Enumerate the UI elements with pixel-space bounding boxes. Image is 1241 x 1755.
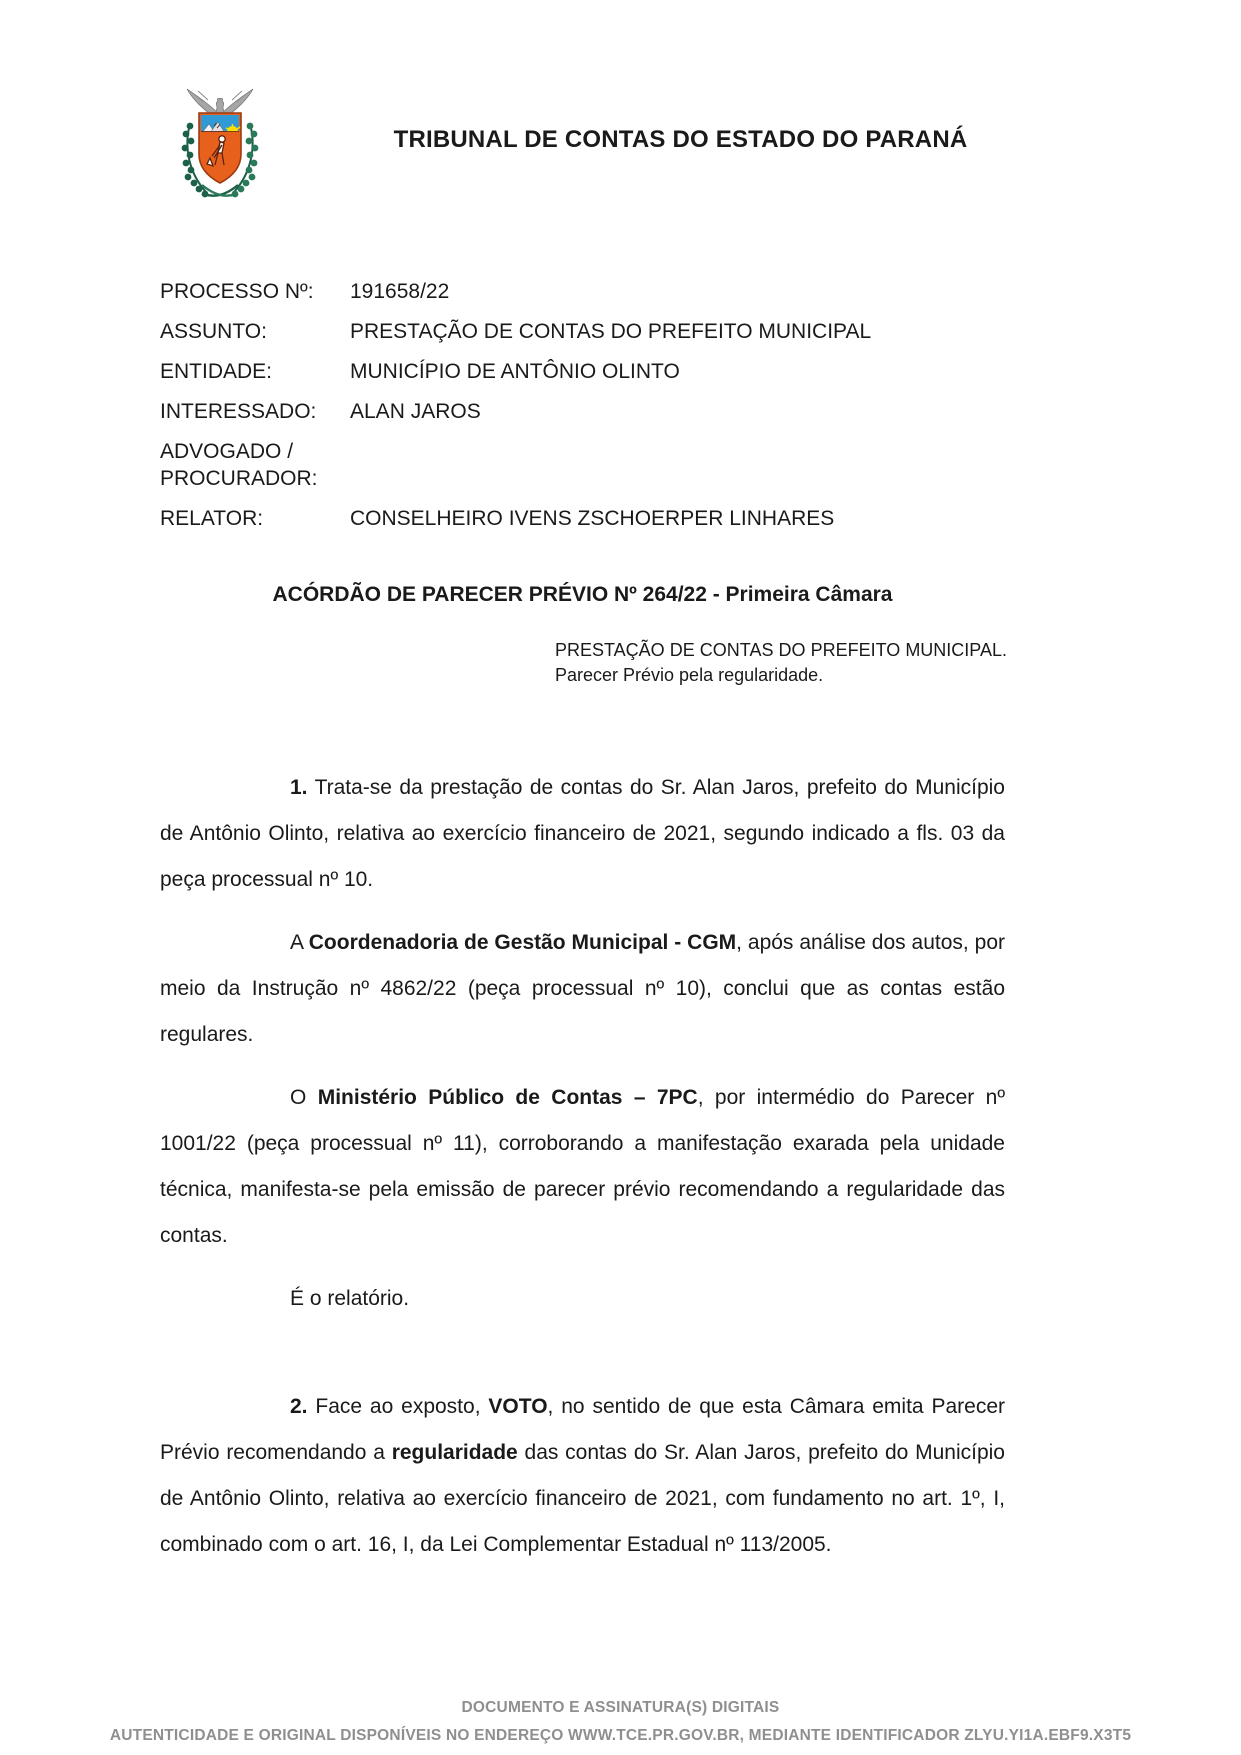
shield-icon xyxy=(199,113,241,183)
metadata-value: CONSELHEIRO IVENS ZSCHOERPER LINHARES xyxy=(350,507,835,530)
document-body xyxy=(160,765,1005,1568)
paragraph-relatorio: É o relatório. xyxy=(290,1287,410,1310)
metadata-label: ADVOGADO / PROCURADOR: xyxy=(160,440,318,490)
digital-signature-footer xyxy=(0,1694,1241,1750)
metadata-row-processo xyxy=(160,278,1005,305)
footer-line-1: DOCUMENTO E ASSINATURA(S) DIGITAIS xyxy=(461,1699,780,1716)
metadata-value: 191658/22 xyxy=(350,280,450,303)
parana-coat-of-arms-icon xyxy=(174,86,266,202)
process-metadata xyxy=(160,278,1005,545)
metadata-value: PRESTAÇÃO DE CONTAS DO PREFEITO MUNICIPAL xyxy=(350,320,872,343)
metadata-label: RELATOR: xyxy=(160,507,264,530)
metadata-label: ASSUNTO: xyxy=(160,320,267,343)
metadata-value: ALAN JAROS xyxy=(350,400,481,423)
metadata-value xyxy=(350,438,1005,492)
metadata-label: ENTIDADE: xyxy=(160,360,273,383)
decision-summary: PRESTAÇÃO DE CONTAS DO PREFEITO MUNICIPAL. Parecer Prévio pela regularidade. xyxy=(555,640,1007,685)
eagle-icon xyxy=(187,89,253,116)
metadata-label: PROCESSO Nº: xyxy=(160,280,314,303)
footer-line-2: AUTENTICIDADE E ORIGINAL DISPONÍVEIS NO ENDEREÇO WWW.TCE.PR.GOV.BR, MEDIANTE IDENTIFICADOR ZLYU.YI1A.EBF9.X3T5 xyxy=(109,1727,1132,1744)
metadata-row-advogado xyxy=(160,438,1005,492)
paragraph-cgm: A Coordenadoria de Gestão Municipal - CGM, após análise dos autos, por meio da Instrução nº 4862/22 (peça processual nº 10), conclui que as contas estão regulares. xyxy=(160,931,1006,1046)
paragraph-voto: 2. Face ao exposto, VOTO, no sentido de que esta Câmara emita Parecer Prévio recomendando a regularidade das contas do Sr. Alan Jaros, prefeito do Município de Antônio Olinto, relativa ao exercício financeiro de 2021, com fundamento no art. 1º, I, combinado com o art. 16, I, da Lei Complementar Estadual nº 113/2005. xyxy=(160,1395,1005,1556)
decision-title: ACÓRDÃO DE PARECER PRÉVIO Nº 264/22 - Primeira Câmara xyxy=(272,583,893,606)
metadata-row-relator xyxy=(160,505,1005,532)
paragraph-mpc: O Ministério Público de Contas – 7PC, por intermédio do Parecer nº 1001/22 (peça processual nº 11), corroborando a manifestação exarada pela unidade técnica, manifesta-se pela emissão de parecer prévio recomendando a regularidade das contas. xyxy=(160,1086,1005,1247)
metadata-label: INTERESSADO: xyxy=(160,400,317,423)
metadata-row-assunto xyxy=(160,318,1005,345)
page-title: TRIBUNAL DE CONTAS DO ESTADO DO PARANÁ xyxy=(393,126,968,153)
metadata-value: MUNICÍPIO DE ANTÔNIO OLINTO xyxy=(350,360,680,383)
paragraph-report-1: 1. Trata-se da prestação de contas do Sr. Alan Jaros, prefeito do Município de Antônio Olinto, relativa ao exercício financeiro de 2021, segundo indicado a fls. 03 da peça processual nº 10. xyxy=(160,776,1005,891)
metadata-row-interessado xyxy=(160,398,1005,425)
metadata-row-entidade xyxy=(160,358,1005,385)
